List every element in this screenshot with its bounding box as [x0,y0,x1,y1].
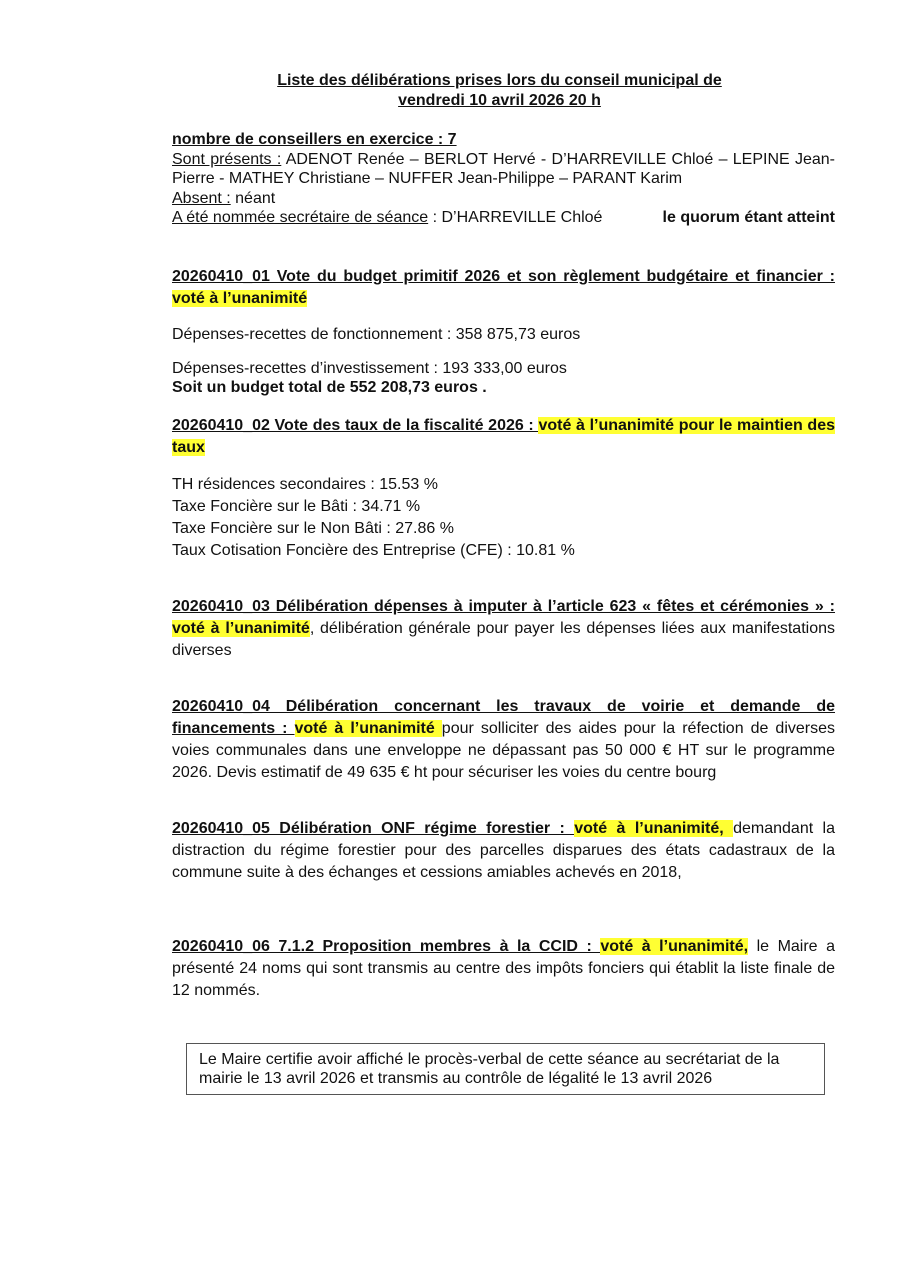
title-line-1: Liste des délibérations prises lors du conseil municipal de [277,72,722,89]
absent-label: Absent : [172,189,231,207]
deliberation-01 [172,266,835,397]
budget-investissement: Dépenses-recettes d’investissement : 193 333,00 euros [172,359,567,377]
attendance-header [172,130,835,228]
absent-value: néant [230,189,276,207]
deliberation-03 [172,596,835,662]
budget-total: Soit un budget total de 552 208,73 euros . [172,378,487,396]
taux-item: Taxe Foncière sur le Non Bâti : 27.86 % [172,519,454,537]
deliberation-text: demandant la distraction du régime forestier pour des parcelles disparues des états cadastraux de la commune suite à des échanges et cessions amiables achevés en 2018, [172,819,836,881]
presents-names: ADENOT Renée – BERLOT Hervé - D’HARREVILLE Chloé – LEPINE Jean-Pierre - MATHEY Christiane – NUFFER Jean-Philippe – PARANT Karim [172,150,835,187]
taux-list [172,474,835,562]
secretaire-value: : D’HARREVILLE Chloé [428,209,603,226]
deliberation-06 [172,936,835,1002]
deliberation-04 [172,696,835,784]
certification-text: Le Maire certifie avoir affiché le procès-verbal de cette séance au secrétariat de la mairie le 13 avril 2026 et transmis au contrôle de légalité le 13 avril 2026 [199,1051,780,1087]
deliberation-title: 20260410_04 Délibération concernant les travaux de voirie et demande de financements : [172,697,835,737]
secretaire-label: A été nommée secrétaire de séance [172,209,429,226]
budget-fonctionnement: Dépenses-recettes de fonctionnement : 358 875,73 euros [172,325,581,343]
deliberation-text: pour solliciter des aides pour la réfection de diverses voies communales dans une enveloppe ne dépassant pas 50 000 € HT sur le programme 2026. Devis estimatif de 49 635 € ht pour sécuriser les voies du centre bourg [172,719,835,781]
vote-highlight: voté à l’unanimité, [574,819,734,837]
quorum-text: le quorum étant atteint [662,209,835,226]
taux-item: TH résidences secondaires : 15.53 % [172,475,438,493]
vote-highlight: voté à l’unanimité pour le maintien des taux [172,416,836,456]
presents-line [172,150,835,189]
title-line-2: vendredi 10 avril 2026 20 h [398,92,601,109]
presents-label: Sont présents : [172,150,282,168]
deliberation-02 [172,415,835,562]
deliberation-text: , délibération générale pour payer les dépenses liées aux manifestations diverses [172,619,836,659]
vote-highlight: voté à l’unanimité, [600,937,749,955]
deliberation-title: 20260410_03 Délibération dépenses à imputer à l’article 623 « fêtes et cérémonies » : [172,597,835,615]
deliberation-title: 20260410_02 Vote des taux de la fiscalité 2026 : [172,416,539,434]
vote-highlight: voté à l’unanimité [172,289,308,307]
document-content [172,71,835,1002]
vote-highlight: voté à l’unanimité [294,719,442,737]
vote-highlight: voté à l’unanimité [172,619,310,637]
taux-item: Taxe Foncière sur le Bâti : 34.71 % [172,497,421,515]
deliberation-title: 20260410_06 7.1.2 Proposition membres à la CCID : [172,937,601,955]
deliberation-title: 20260410_01 Vote du budget primitif 2026 et son règlement budgétaire et financier : [172,267,835,285]
absent-line [172,189,835,209]
deliberation-05 [172,818,835,884]
secretaire-line [172,208,835,228]
certification-box [186,1043,825,1095]
document-title [164,71,835,111]
taux-item: Taux Cotisation Foncière des Entreprise (CFE) : 10.81 % [172,541,575,559]
deliberation-text: le Maire a présenté 24 noms qui sont transmis au centre des impôts fonciers qui établit la liste finale de 12 nommés. [172,937,835,999]
conseillers-count: nombre de conseillers en exercice : 7 [172,131,457,148]
deliberation-title: 20260410_05 Délibération ONF régime forestier : [172,819,575,837]
